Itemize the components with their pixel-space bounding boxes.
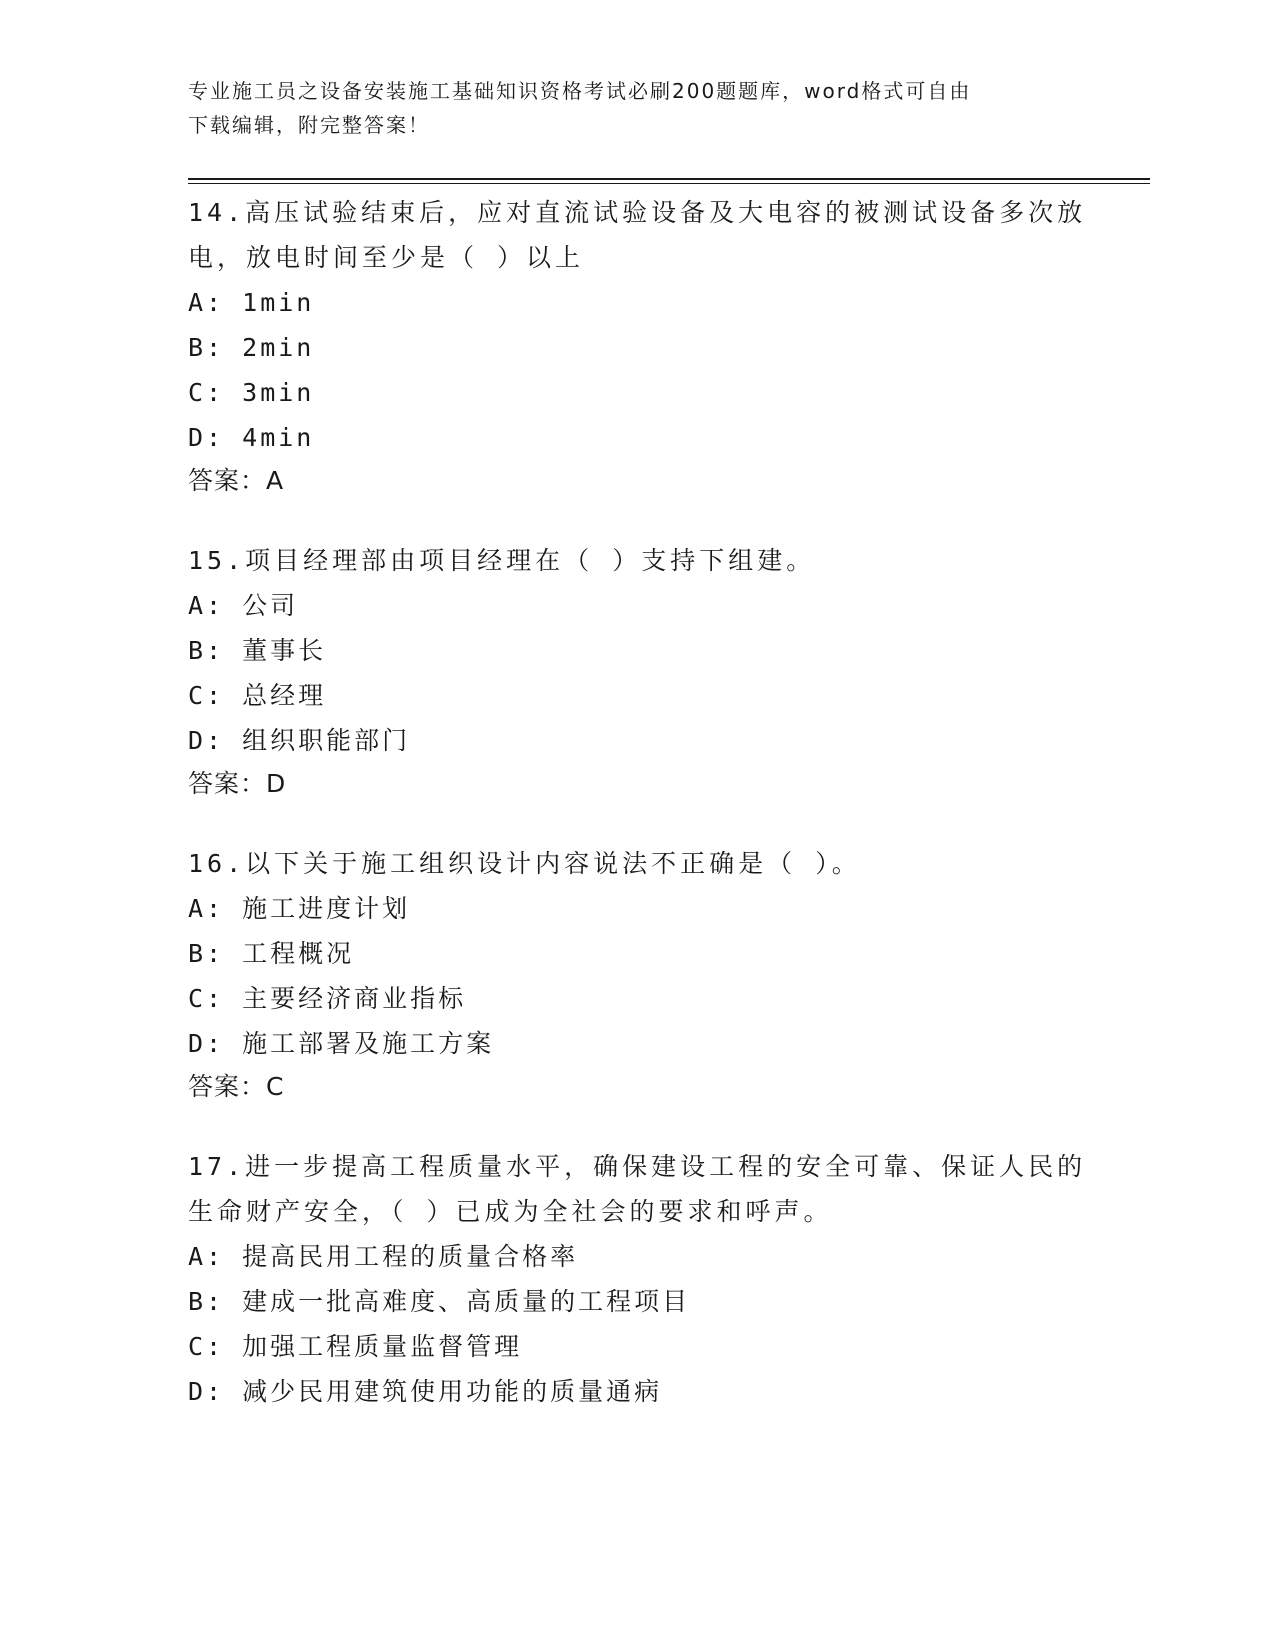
answer-line: 答案：D <box>188 769 287 798</box>
question-14 <box>188 190 1088 502</box>
question-text-line: 生命财产安全，（ ）已成为全社会的要求和呼声。 <box>188 1197 833 1226</box>
question-list <box>188 190 1088 1450</box>
option-b: B: 2min <box>188 333 315 362</box>
document-header <box>188 74 1068 142</box>
question-17 <box>188 1144 1088 1414</box>
question-text-line: 17.进一步提高工程质量水平，确保建设工程的安全可靠、保证人民的 <box>188 1152 1087 1181</box>
answer-line: 答案：A <box>188 466 285 495</box>
option-d: D: 组织职能部门 <box>188 726 411 755</box>
option-c: C: 加强工程质量监督管理 <box>188 1332 523 1361</box>
option-d: D: 减少民用建筑使用功能的质量通病 <box>188 1377 663 1406</box>
option-a: A: 1min <box>188 288 315 317</box>
option-a: A: 提高民用工程的质量合格率 <box>188 1242 579 1271</box>
question-15 <box>188 538 1088 805</box>
answer-line: 答案：C <box>188 1072 285 1101</box>
option-a: A: 施工进度计划 <box>188 894 411 923</box>
question-16 <box>188 841 1088 1108</box>
option-d: D: 4min <box>188 423 315 452</box>
header-line-1: 专业施工员之设备安装施工基础知识资格考试必刷200题题库，word格式可自由 <box>188 79 972 103</box>
option-b: B: 董事长 <box>188 636 327 665</box>
option-c: C: 3min <box>188 378 315 407</box>
question-text-line: 14.高压试验结束后，应对直流试验设备及大电容的被测试设备多次放 <box>188 198 1087 227</box>
option-c: C: 主要经济商业指标 <box>188 984 467 1013</box>
option-c: C: 总经理 <box>188 681 327 710</box>
header-divider-thin <box>188 183 1150 184</box>
option-b: B: 建成一批高难度、高质量的工程项目 <box>188 1287 691 1316</box>
option-b: B: 工程概况 <box>188 939 355 968</box>
question-text-line: 16.以下关于施工组织设计内容说法不正确是（ ）。 <box>188 849 861 878</box>
option-d: D: 施工部署及施工方案 <box>188 1029 495 1058</box>
header-divider-thick <box>188 178 1150 180</box>
question-text-line: 电，放电时间至少是（ ）以上 <box>188 243 585 272</box>
question-text-line: 15.项目经理部由项目经理在（ ）支持下组建。 <box>188 546 816 575</box>
option-a: A: 公司 <box>188 591 299 620</box>
header-line-2: 下载编辑，附完整答案！ <box>188 113 430 137</box>
